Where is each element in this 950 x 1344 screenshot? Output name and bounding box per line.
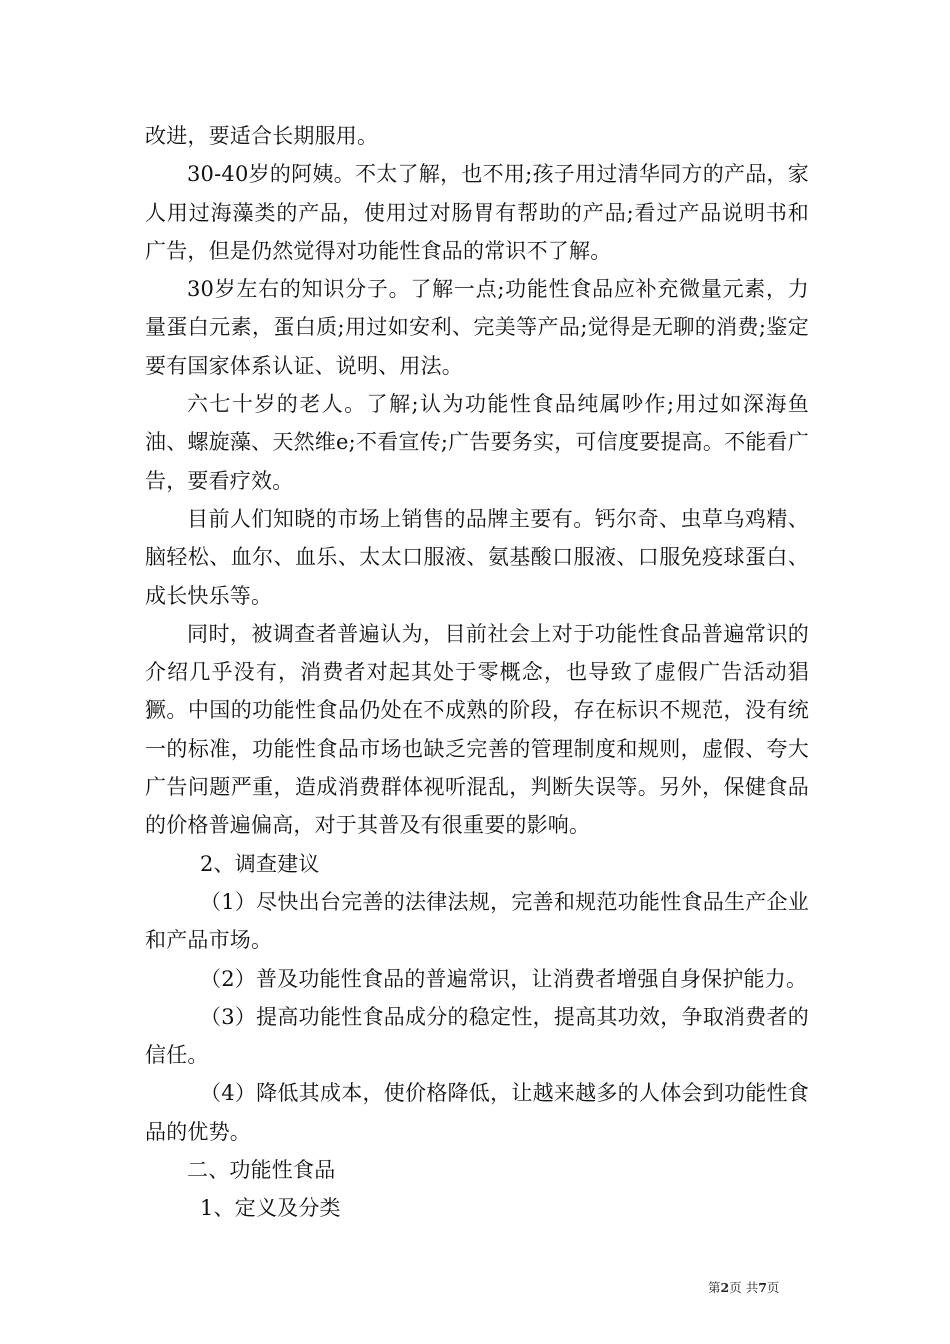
paragraph-intellectual-30: 30岁左右的知识分子。了解一点;功能性食品应补充微量元素，力量蛋白元素，蛋白质;用过如安利、完美等产品;觉得是无聊的消费;鉴定要有国家体系认证、说明、用法。 [145,277,809,378]
section-heading-functional-food: 二、功能性食品 [187,1158,336,1183]
footer-middle: 页 共 [729,1280,759,1295]
document-body [145,117,809,1228]
paragraph-aunt-30-40: 30-40岁的阿姨。不太了解，也不用;孩子用过清华同方的产品，家人用过海藻类的产品，使用过对肠胃有帮助的产品;看过产品说明书和广告，但是仍然觉得对功能性食品的常识不了解。 [145,162,809,263]
footer-total-pages: 7 [758,1280,767,1295]
footer-prefix: 第 [708,1280,721,1295]
suggestion-item-4: （4）降低其成本，使价格降低，让越来越多的人体会到功能性食品的优势。 [145,1081,809,1144]
paragraph-continuation: 改进，要适合长期服用。 [145,124,379,148]
paragraph-survey-findings: 同时，被调查者普遍认为，目前社会上对于功能性食品普遍常识的介绍几乎没有，消费者对起其处于零概念，也导致了虚假广告活动猖獗。中国的功能性食品仍处在不成熟的阶段，存在标识不规范，没有统一的标准，功能性食品市场也缺乏完善的管理制度和规则，虚假、夸大广告问题严重，造成消费群体视听混乱，判断失误等。另外，保健食品的价格普遍偏高，对于其普及有很重要的影响。 [145,621,809,838]
paragraph-elderly: 六七十岁的老人。了解;认为功能性食品纯属吵作;用过如深海鱼油、螺旋藻、天然维e;不看宣传;广告要务实，可信度要提高。不能看广告，要看疗效。 [145,392,809,493]
suggestion-item-1: （1）尽快出台完善的法律法规，完善和规范功能性食品生产企业和产品市场。 [145,889,809,953]
footer-current-page: 2 [720,1280,730,1295]
paragraph-brands: 目前人们知晓的市场上销售的品牌主要有。钙尔奇、虫草乌鸡精、脑轻松、血尔、血乐、太太口服液、氨基酸口服液、口服免疫球蛋白、成长快乐等。 [145,506,809,608]
suggestion-item-3: （3）提高功能性食品成分的稳定性，提高其功效，争取消费者的信任。 [145,1004,809,1068]
section-heading-survey-suggestions: 2、调查建议 [200,851,320,876]
footer-suffix: 页 [766,1280,780,1295]
section-heading-definition: 1、定义及分类 [200,1196,341,1221]
page-number-footer [708,1278,779,1296]
suggestion-item-2: （2）普及功能性食品的普遍常识，让消费者增强自身保护能力。 [200,966,808,991]
